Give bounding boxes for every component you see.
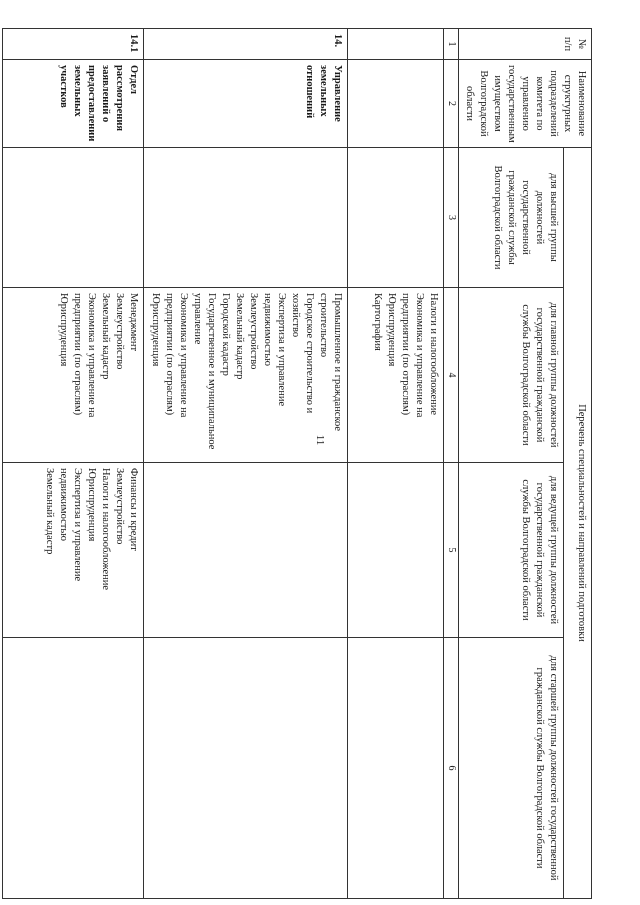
specialty-item: Экспертиза и управление недвижимостью [262, 293, 287, 407]
table-row [144, 29, 348, 899]
header-row-1 [563, 29, 591, 899]
senior-group-specialties [3, 638, 144, 899]
table-row [3, 29, 144, 899]
specialty-item: Картография [372, 293, 383, 351]
header-leading-group: для ведущей группы должностей государственной гражданской службы Волгоградской области [459, 463, 564, 638]
specialty-item: Экономика и управление на предприятии (по отраслям) [72, 293, 97, 418]
column-number: 3 [444, 148, 459, 288]
leading-group-specialties [144, 463, 348, 638]
main-group-specialties [3, 288, 144, 463]
specialties-table [2, 28, 592, 899]
specialty-item: Экономика и управление на предприятии (по отраслям) [400, 293, 425, 418]
department-name: Отдел рассмотрения заявлений о предоставлении земельных участков [3, 60, 144, 148]
row-number: 14. [144, 29, 348, 60]
rotated-table-page [2, 28, 592, 898]
senior-group-specialties [144, 638, 348, 899]
specialty-item: Налоги и налогообложение [428, 293, 439, 416]
specialty-item: Земельный кадастр [100, 293, 111, 380]
department-name: Управление земельных отношений [144, 60, 348, 148]
column-number-row [444, 29, 459, 899]
specialty-item: Экспертиза и управление недвижимостью [58, 468, 83, 582]
specialty-item: Земельный кадастр [44, 468, 55, 555]
specialty-item: Юриспруденция [58, 293, 69, 367]
row-number [348, 29, 444, 60]
specialty-item: Юриспруденция [386, 293, 397, 367]
senior-group-specialties [348, 638, 444, 899]
header-no: № п/п [459, 29, 592, 60]
specialty-item: Землеустройство [114, 468, 125, 545]
header-senior-group: для старшей группы должностей государственной гражданской службы Волгоградской области [459, 638, 564, 899]
header-main-group: для главной группы должностей государственной гражданской службы Волгоградской области [459, 288, 564, 463]
specialty-item: Землеустройство [248, 293, 259, 370]
column-number: 6 [444, 638, 459, 899]
department-name [348, 60, 444, 148]
specialty-item: Финансы и кредит [128, 468, 139, 551]
specialty-item: Землеустройство [114, 293, 125, 370]
specialty-item: Городское строительство и хозяйство [290, 293, 315, 414]
leading-group-specialties [3, 463, 144, 638]
highest-group-specialties [348, 148, 444, 288]
specialty-item: Промышленное и гражданское строительство [318, 293, 343, 432]
specialty-item: Государственное и муниципальное управление [192, 293, 217, 450]
header-highest-group: для высшей группы должностей государственной гражданской службы Волгоградской области [459, 148, 564, 288]
column-number: 2 [444, 60, 459, 148]
header-department-name: Наименование структурных подразделений комитета по управлению государственным имуществом Волгоградской области [459, 60, 592, 148]
table-row [348, 29, 444, 899]
specialty-item: Городской кадастр [220, 293, 231, 376]
page-number: 11 [314, 434, 326, 446]
header-specialties-group: Перечень специальностей и направлений подготовки [563, 148, 591, 899]
row-number: 14.1 [3, 29, 144, 60]
main-group-specialties [144, 288, 348, 463]
column-number: 4 [444, 288, 459, 463]
leading-group-specialties [348, 463, 444, 638]
main-group-specialties [348, 288, 444, 463]
highest-group-specialties [3, 148, 144, 288]
column-number: 1 [444, 29, 459, 60]
column-number: 5 [444, 463, 459, 638]
specialty-item: Экономика и управление на предприятии (по отраслям) [164, 293, 189, 418]
specialty-item: Юриспруденция [86, 468, 97, 542]
header-row-2 [459, 29, 564, 899]
specialty-item: Менеджмент [128, 293, 139, 352]
specialty-item: Юриспруденция [150, 293, 161, 367]
specialty-item: Земельный кадастр [234, 293, 245, 380]
specialty-item: Налоги и налогообложение [100, 468, 111, 591]
highest-group-specialties [144, 148, 348, 288]
